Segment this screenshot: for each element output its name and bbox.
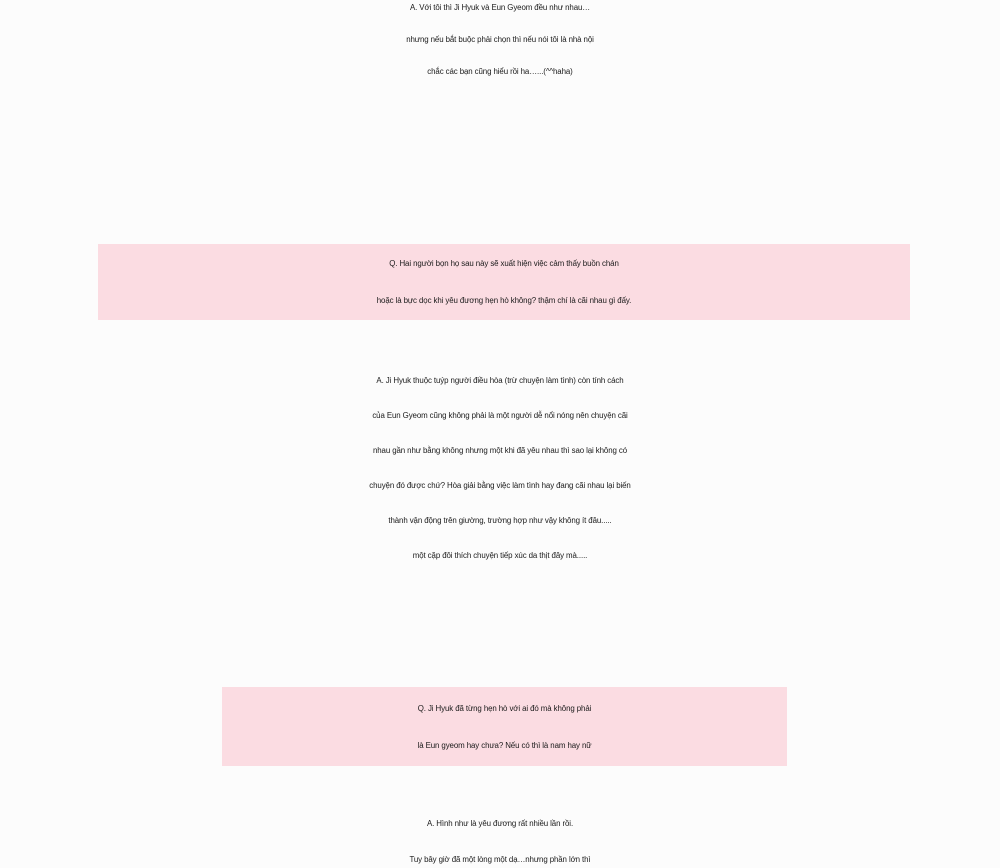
answer-intro-line-2: nhưng nếu bắt buộc phải chọn thì nếu nói tôi là nhà nội	[406, 35, 594, 44]
answer-intro-line-1: A. Với tôi thì Ji Hyuk và Eun Gyeom đều như nhau…	[409, 3, 591, 12]
question-two-line-1: Q. Ji Hyuk đã từng hẹn hò với ai đó mà không phải	[417, 703, 592, 713]
answer-two-line-2: Tuy bây giờ đã một lòng một dạ…nhưng phần lớn thì	[409, 855, 591, 864]
answer-one-line-5: thành vận động trên giường, trường hợp như vậy không ít đâu.....	[388, 516, 612, 525]
question-one-line-2: hoặc là bực dọc khi yêu đương hẹn hò không? thậm chí là cãi nhau gì đấy.	[376, 296, 632, 305]
answer-intro-line-3: chắc các bạn cũng hiểu rồi ha…...(^^haha)	[427, 67, 573, 76]
question-one-highlight-block	[98, 244, 910, 320]
answer-two-block	[0, 806, 1000, 868]
answer-one-line-2: của Eun Gyeom cũng không phải là một người dễ nổi nóng nên chuyện cãi	[372, 411, 628, 420]
answer-two-line-1: A. Hình như là yêu đương rất nhiều lần rồi.	[426, 819, 574, 828]
answer-one-line-6: một cặp đôi thích chuyện tiếp xúc da thịt đây mà.....	[412, 551, 588, 560]
answer-intro-block	[0, 0, 1000, 88]
answer-one-line-1: A. Ji Hyuk thuộc tuýp người điều hòa (trừ chuyện làm tình) còn tính cách	[376, 376, 624, 385]
question-two-line-2: là Eun gyeom hay chưa? Nếu có thì là nam hay nữ	[417, 740, 592, 750]
answer-one-line-3: nhau gần như bằng không nhưng một khi đã yêu nhau thì sao lại không có	[372, 446, 628, 455]
question-two-highlight-block	[222, 687, 787, 766]
answer-one-block	[0, 363, 1000, 573]
answer-one-line-4: chuyện đó được chứ? Hòa giải bằng việc làm tình hay đang cãi nhau lại biến	[369, 481, 631, 490]
question-one-line-1: Q. Hai người bọn họ sau này sẽ xuất hiện việc cảm thấy buồn chán	[389, 259, 619, 268]
